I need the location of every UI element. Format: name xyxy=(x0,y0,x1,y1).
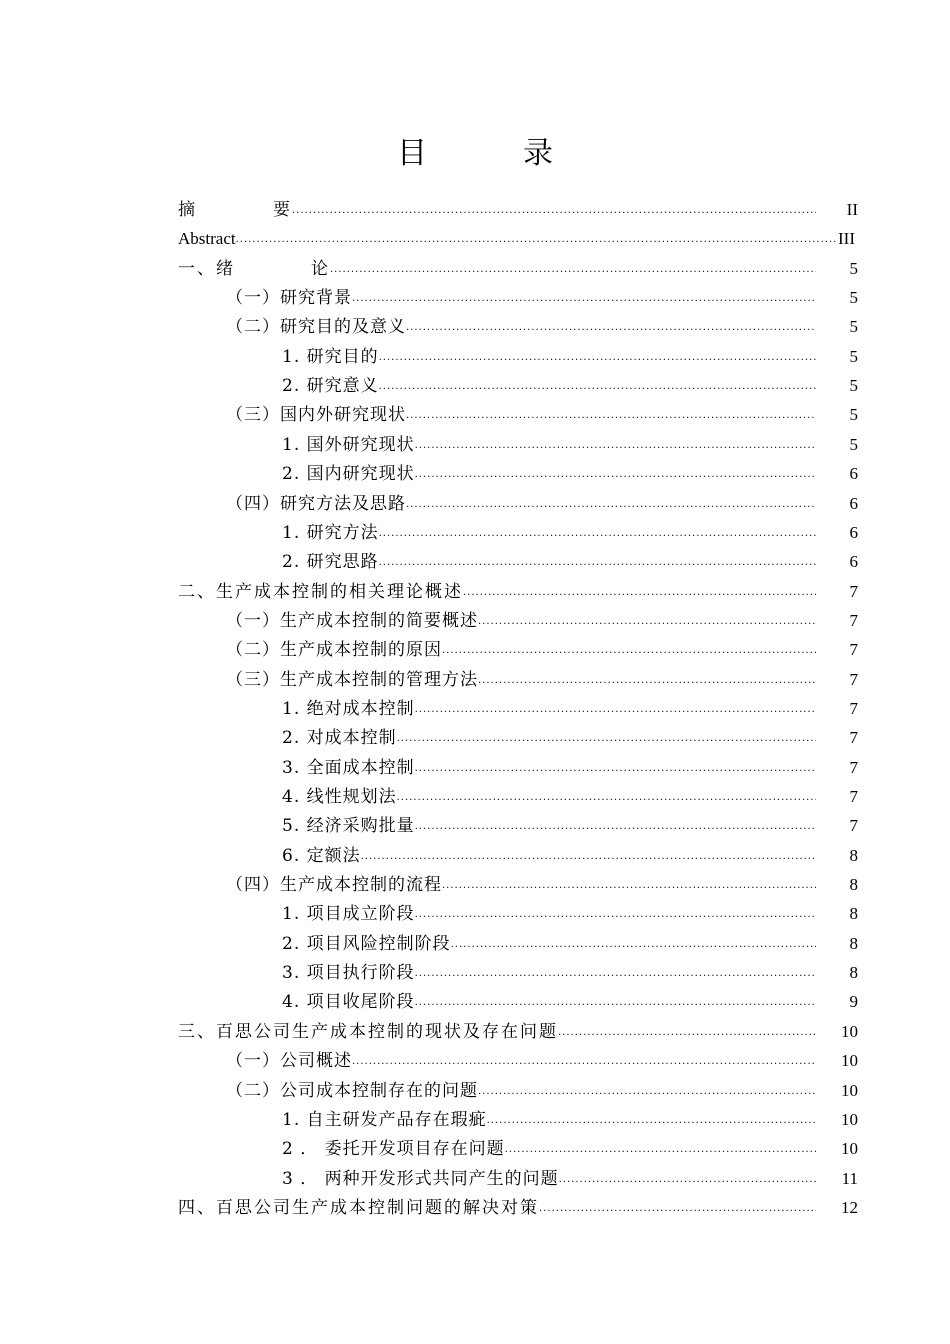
toc-entry-page-number: 5 xyxy=(849,258,858,278)
toc-entry-label: 1. 研究目的 xyxy=(282,346,379,367)
dot-leader xyxy=(415,822,816,832)
toc-entry-page-number: 10 xyxy=(841,1109,858,1129)
toc-entry[interactable] xyxy=(178,221,858,250)
toc-entry-page-number: 5 xyxy=(849,317,858,337)
toc-entry[interactable] xyxy=(178,486,858,515)
dot-leader xyxy=(415,441,816,451)
toc-entry-page-number: 10 xyxy=(841,1021,858,1041)
toc-entry-label: 5. 经济采购批量 xyxy=(282,816,415,837)
toc-entry-page-number: 8 xyxy=(849,845,858,865)
toc-entry-label: 2. 国内研究现状 xyxy=(282,464,415,485)
toc-entry-page-number: 5 xyxy=(849,405,858,425)
toc-entry[interactable] xyxy=(178,1102,858,1131)
dot-leader xyxy=(415,910,816,920)
toc-entry-label: （二）研究目的及意义 xyxy=(226,317,406,338)
toc-entry[interactable] xyxy=(178,779,858,808)
toc-entry[interactable] xyxy=(178,1014,858,1043)
dot-leader xyxy=(379,529,816,539)
toc-entry-label: 3 ． 两种开发形式共同产生的问题 xyxy=(282,1168,559,1189)
dot-leader xyxy=(406,323,816,333)
toc-entry[interactable] xyxy=(178,251,858,280)
toc-entry[interactable] xyxy=(178,515,858,544)
toc-entry-page-number: 5 xyxy=(849,376,858,396)
dot-leader xyxy=(379,382,816,392)
dot-leader xyxy=(539,1204,816,1214)
toc-entry-page-number: 9 xyxy=(849,992,858,1012)
toc-entry-page-number: 11 xyxy=(841,1168,858,1188)
toc-entry[interactable] xyxy=(178,397,858,426)
toc-entry[interactable] xyxy=(178,574,858,603)
dot-leader xyxy=(379,353,816,363)
toc-entry-label: 1. 国外研究现状 xyxy=(282,434,415,455)
toc-entry-label: 4. 线性规划法 xyxy=(282,787,397,807)
toc-entry-page-number: 6 xyxy=(849,464,858,484)
toc-entry-label: （一）生产成本控制的简要概述 xyxy=(226,610,478,631)
toc-entry-page-number: 7 xyxy=(849,610,858,630)
toc-entry-page-number: 8 xyxy=(849,963,858,983)
toc-entry-page-number: 6 xyxy=(849,493,858,513)
dot-leader xyxy=(478,617,816,627)
toc-entry-page-number: 8 xyxy=(849,933,858,953)
toc-entry-page-number: 7 xyxy=(849,728,858,748)
toc-entry-label: （二）生产成本控制的原因 xyxy=(226,640,442,661)
toc-entry-page-number: II xyxy=(846,200,858,219)
dot-leader xyxy=(415,969,816,979)
toc-entry[interactable] xyxy=(178,1131,858,1160)
dot-leader xyxy=(352,1057,816,1067)
toc-entry[interactable] xyxy=(178,896,858,925)
toc-entry[interactable] xyxy=(178,691,858,720)
toc-entry[interactable] xyxy=(178,339,858,368)
dot-leader xyxy=(361,852,816,862)
toc-entry[interactable] xyxy=(178,1043,858,1072)
dot-leader xyxy=(406,411,816,421)
toc-title-char-2: 录 xyxy=(523,136,553,171)
toc-entry[interactable] xyxy=(178,926,858,955)
dot-leader xyxy=(451,940,816,950)
toc-entry-label: （四）研究方法及思路 xyxy=(226,493,406,514)
toc-entry-label: （一）公司概述 xyxy=(226,1051,352,1072)
toc-entry-label: 摘 要 xyxy=(178,200,292,220)
dot-leader xyxy=(442,646,816,656)
toc-entry-page-number: 10 xyxy=(841,1051,858,1071)
toc-entry[interactable] xyxy=(178,808,858,837)
toc-entry[interactable] xyxy=(178,720,858,749)
toc-entry-page-number: 6 xyxy=(849,552,858,572)
dot-leader xyxy=(397,734,816,744)
dot-leader xyxy=(352,294,816,304)
toc-entry-label: 三、百思公司生产成本控制的现状及存在问题 xyxy=(178,1021,558,1042)
toc-entry[interactable] xyxy=(178,192,858,221)
toc-entry-page-number: 8 xyxy=(849,875,858,895)
dot-leader xyxy=(558,1028,816,1038)
toc-entry-label: 1. 绝对成本控制 xyxy=(282,698,415,719)
toc-entry-label: Abstract xyxy=(178,229,236,249)
dot-leader xyxy=(292,206,816,216)
dot-leader xyxy=(415,764,816,774)
toc-entry[interactable] xyxy=(178,1161,858,1190)
toc-entry-label: 1. 项目成立阶段 xyxy=(282,904,415,925)
toc-entry-page-number: 5 xyxy=(849,434,858,454)
toc-entry-page-number: 7 xyxy=(849,698,858,718)
dot-leader xyxy=(236,235,836,245)
toc-entry[interactable] xyxy=(178,456,858,485)
toc-entry-label: 2. 研究意义 xyxy=(282,376,379,397)
toc-entry-page-number: 7 xyxy=(849,581,858,601)
dot-leader xyxy=(415,470,816,480)
toc-entry-page-number: 10 xyxy=(841,1139,858,1159)
toc-entry-label: （三）国内外研究现状 xyxy=(226,405,406,426)
toc-entry[interactable] xyxy=(178,662,858,691)
toc-entry-label: 1. 自主研发产品存在瑕疵 xyxy=(282,1109,487,1130)
toc-title-char-1: 目 xyxy=(397,136,427,171)
toc-entry[interactable] xyxy=(178,1190,858,1219)
dot-leader xyxy=(397,793,816,803)
toc-entry-label: （二）公司成本控制存在的问题 xyxy=(226,1080,478,1101)
toc-entry-label: 2. 研究思路 xyxy=(282,552,379,573)
toc-entry-label: 3. 全面成本控制 xyxy=(282,757,415,778)
toc-entry[interactable] xyxy=(178,544,858,573)
toc-entry[interactable] xyxy=(178,603,858,632)
toc-entry-page-number: 10 xyxy=(841,1080,858,1100)
toc-entry-label: 4. 项目收尾阶段 xyxy=(282,992,415,1013)
toc-entry-label: 6. 定额法 xyxy=(282,845,361,866)
toc-title xyxy=(0,128,950,172)
toc-entry-page-number: 8 xyxy=(849,904,858,924)
dot-leader xyxy=(415,998,816,1008)
dot-leader xyxy=(478,676,816,686)
dot-leader xyxy=(442,881,816,891)
toc-entry-label: （三）生产成本控制的管理方法 xyxy=(226,669,478,690)
toc-entry[interactable] xyxy=(178,984,858,1013)
toc-entry-label: （一）研究背景 xyxy=(226,288,352,309)
toc-entry[interactable] xyxy=(178,867,858,896)
toc-entry-label: 一、绪 论 xyxy=(178,258,330,279)
toc-entry-label: （四）生产成本控制的流程 xyxy=(226,875,442,896)
toc-entry[interactable] xyxy=(178,1073,858,1102)
dot-leader xyxy=(487,1116,816,1126)
toc-entry-page-number: 7 xyxy=(849,816,858,836)
toc-entry[interactable] xyxy=(178,838,858,867)
toc-entry[interactable] xyxy=(178,750,858,779)
dot-leader xyxy=(330,265,816,275)
toc-entry-label: 二、生产成本控制的相关理论概述 xyxy=(178,581,463,602)
toc-entry-page-number: III xyxy=(838,229,855,249)
dot-leader xyxy=(478,1087,816,1097)
toc-entry[interactable] xyxy=(178,955,858,984)
toc-entry-page-number: 6 xyxy=(849,522,858,542)
dot-leader xyxy=(415,705,816,715)
toc-entry-label: 2. 项目风险控制阶段 xyxy=(282,933,451,954)
toc-entry-label: 1. 研究方法 xyxy=(282,522,379,543)
dot-leader xyxy=(559,1175,816,1185)
dot-leader xyxy=(463,588,816,598)
toc-entry-label: 2 ． 委托开发项目存在问题 xyxy=(282,1139,505,1160)
toc-entry-page-number: 7 xyxy=(849,640,858,660)
toc-entry-label: 2. 对成本控制 xyxy=(282,728,397,749)
toc-entry[interactable] xyxy=(178,309,858,338)
toc-entry[interactable] xyxy=(178,427,858,456)
toc-entry-page-number: 12 xyxy=(841,1197,858,1217)
toc-entry-page-number: 5 xyxy=(849,288,858,308)
toc-entry-page-number: 7 xyxy=(849,669,858,689)
toc-entry-page-number: 5 xyxy=(849,346,858,366)
dot-leader xyxy=(379,558,816,568)
toc-entry[interactable] xyxy=(178,368,858,397)
toc-entry[interactable] xyxy=(178,280,858,309)
dot-leader xyxy=(505,1145,816,1155)
toc-entry[interactable] xyxy=(178,632,858,661)
toc-entry-page-number: 7 xyxy=(849,757,858,777)
toc-entry-label: 3. 项目执行阶段 xyxy=(282,963,415,984)
toc-entry-page-number: 7 xyxy=(849,787,858,806)
dot-leader xyxy=(406,500,816,510)
toc-entry-label: 四、百思公司生产成本控制问题的解决对策 xyxy=(178,1197,539,1218)
